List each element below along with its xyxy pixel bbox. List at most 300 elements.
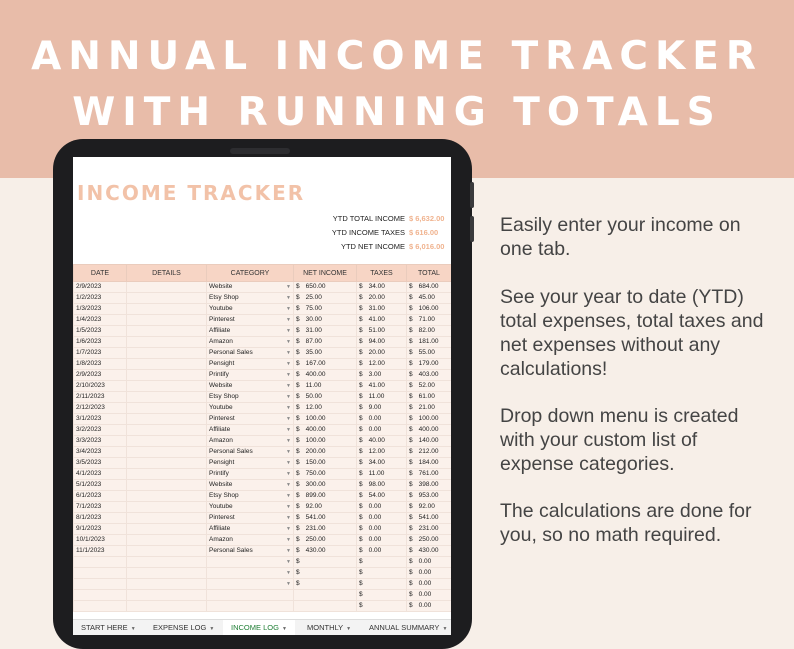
table-row [74,392,452,403]
cell-net-income[interactable] [294,359,357,370]
cell-date[interactable]: 3/4/2023 [74,447,127,458]
table-row [74,447,452,458]
cell-taxes[interactable] [357,590,407,601]
camera-bar [230,148,290,154]
cell-taxes-value: 41.00 [368,316,385,323]
cell-taxes[interactable] [357,535,407,546]
cell-date[interactable]: 1/2/2023 [74,293,127,304]
table-row [74,568,452,579]
cell-date[interactable]: 1/6/2023 [74,337,127,348]
cell-details[interactable] [127,414,207,425]
cell-taxes-value [363,569,369,576]
currency-symbol: $ [409,437,413,444]
cell-category[interactable] [207,557,294,568]
cell-taxes-value [363,602,369,609]
cell-taxes[interactable] [357,293,407,304]
cell-category[interactable] [207,315,294,326]
cell-details[interactable] [127,282,207,293]
cell-net-income[interactable] [294,425,357,436]
cell-net-income-value: 200.00 [305,448,326,455]
cell-details[interactable] [127,568,207,579]
cell-net-income[interactable] [294,414,357,425]
cell-net-income[interactable] [294,315,357,326]
cell-details[interactable] [127,304,207,315]
cell-taxes[interactable] [357,469,407,480]
cell-total [407,348,452,359]
cell-details[interactable] [127,535,207,546]
cell-net-income[interactable] [294,392,357,403]
cell-category[interactable] [207,403,294,414]
cell-taxes[interactable] [357,337,407,348]
cell-details[interactable] [127,337,207,348]
column-header-details[interactable]: DETAILS [127,265,207,282]
cell-taxes[interactable] [357,425,407,436]
cell-details[interactable] [127,524,207,535]
cell-taxes[interactable] [357,348,407,359]
cell-taxes[interactable] [357,359,407,370]
tablet-side-button [470,182,474,208]
cell-total [407,304,452,315]
cell-details[interactable] [127,447,207,458]
cell-details[interactable] [127,513,207,524]
dropdown-arrow-icon[interactable]: ▼ [286,548,291,554]
cell-category-text: Printify [209,470,229,477]
cell-category[interactable] [207,491,294,502]
cell-net-income[interactable] [294,403,357,414]
dropdown-arrow-icon[interactable]: ▼ [286,570,291,576]
currency-symbol: $ [296,404,300,411]
cell-category[interactable] [207,293,294,304]
cell-category[interactable] [207,469,294,480]
dropdown-arrow-icon[interactable]: ▼ [286,449,291,455]
cell-net-income[interactable] [294,546,357,557]
dropdown-arrow-icon[interactable]: ▼ [286,394,291,400]
cell-taxes[interactable] [357,326,407,337]
cell-category[interactable] [207,579,294,590]
cell-total [407,601,452,612]
cell-date[interactable]: 9/1/2023 [74,524,127,535]
currency-symbol: $ [359,448,363,455]
cell-taxes[interactable] [357,370,407,381]
cell-total-value: 212.00 [418,448,439,455]
dropdown-arrow-icon[interactable]: ▼ [286,438,291,444]
cell-date[interactable]: 10/1/2023 [74,535,127,546]
cell-category[interactable] [207,480,294,491]
tab-label: START HERE [81,623,128,632]
currency-symbol: $ [296,283,300,290]
cell-taxes-value [363,580,369,587]
cell-net-income[interactable] [294,381,357,392]
cell-net-income[interactable] [294,601,357,612]
cell-taxes[interactable] [357,315,407,326]
cell-taxes[interactable] [357,436,407,447]
currency-symbol: $ [359,327,363,334]
cell-total-value: 953.00 [418,492,439,499]
cell-date[interactable]: 2/9/2023 [74,370,127,381]
cell-net-income-value: 250.00 [305,536,326,543]
table-row [74,513,452,524]
cell-details[interactable] [127,590,207,601]
cell-taxes-value: 0.00 [368,415,382,422]
cell-net-income-value: 75.00 [305,305,322,312]
cell-category[interactable] [207,513,294,524]
cell-date[interactable]: 3/1/2023 [74,414,127,425]
dropdown-arrow-icon[interactable]: ▼ [286,328,291,334]
cell-date[interactable]: 11/1/2023 [74,546,127,557]
cell-category[interactable] [207,392,294,403]
cell-category[interactable] [207,359,294,370]
chevron-down-icon: ▼ [346,626,352,632]
table-row [74,304,452,315]
cell-category[interactable] [207,546,294,557]
cell-date[interactable] [74,601,127,612]
cell-total [407,425,452,436]
cell-net-income[interactable] [294,579,357,590]
cell-total-value: 140.00 [418,437,439,444]
cell-date[interactable] [74,557,127,568]
cell-net-income-value: 400.00 [305,371,326,378]
cell-details[interactable] [127,293,207,304]
cell-category[interactable] [207,304,294,315]
cell-net-income[interactable] [294,436,357,447]
cell-net-income-value: 650.00 [305,283,326,290]
cell-date[interactable]: 2/9/2023 [74,282,127,293]
tab-monthly[interactable] [307,620,351,635]
cell-taxes[interactable] [357,513,407,524]
cell-net-income[interactable] [294,447,357,458]
currency-symbol: $ [409,602,413,609]
cell-net-income-value: 87.00 [305,338,322,345]
cell-details[interactable] [127,557,207,568]
cell-taxes-value: 20.00 [368,294,385,301]
tab-expense-log[interactable] [153,620,214,635]
dropdown-arrow-icon[interactable]: ▼ [286,581,291,587]
currency-symbol: $ [359,393,363,400]
currency-symbol: $ [409,525,413,532]
cell-category-text: Website [209,481,233,488]
cell-category[interactable] [207,601,294,612]
currency-symbol: $ [359,503,363,510]
cell-category-text: Amazon [209,437,233,444]
cell-taxes[interactable] [357,480,407,491]
cell-date[interactable]: 1/8/2023 [74,359,127,370]
cell-date[interactable]: 1/3/2023 [74,304,127,315]
cell-category-text: Amazon [209,338,233,345]
cell-net-income[interactable] [294,590,357,601]
dropdown-arrow-icon[interactable]: ▼ [286,515,291,521]
cell-net-income-value: 12.00 [305,404,322,411]
cell-taxes-value: 0.00 [368,547,382,554]
cell-total [407,381,452,392]
column-header-category[interactable]: CATEGORY [207,265,294,282]
cell-total-value: 231.00 [418,525,439,532]
cell-total [407,502,452,513]
cell-details[interactable] [127,425,207,436]
tab-label: INCOME LOG [231,623,279,632]
cell-details[interactable] [127,502,207,513]
cell-category-text: Website [209,382,233,389]
cell-category[interactable] [207,524,294,535]
cell-taxes-value: 9.00 [368,404,382,411]
cell-taxes[interactable] [357,502,407,513]
cell-details[interactable] [127,315,207,326]
cell-net-income-value: 92.00 [305,503,322,510]
table-row [74,293,452,304]
dropdown-arrow-icon[interactable]: ▼ [286,460,291,466]
cell-details[interactable] [127,579,207,590]
cell-details[interactable] [127,381,207,392]
cell-net-income[interactable] [294,491,357,502]
table-row [74,546,452,557]
cell-taxes[interactable] [357,414,407,425]
cell-total-value: 45.00 [418,294,435,301]
cell-taxes[interactable] [357,579,407,590]
cell-date[interactable]: 1/7/2023 [74,348,127,359]
cell-net-income[interactable] [294,370,357,381]
cell-category[interactable] [207,590,294,601]
cell-net-income[interactable] [294,304,357,315]
cell-details[interactable] [127,436,207,447]
currency-symbol: $ [409,305,413,312]
dropdown-arrow-icon[interactable]: ▼ [286,405,291,411]
table-row [74,535,452,546]
cell-date[interactable]: 3/3/2023 [74,436,127,447]
cell-details[interactable] [127,359,207,370]
cell-total-value: 0.00 [418,591,432,598]
cell-net-income[interactable] [294,524,357,535]
cell-total [407,568,452,579]
cell-total [407,392,452,403]
table-row [74,370,452,381]
cell-date[interactable]: 8/1/2023 [74,513,127,524]
description-paragraph: The calculations are done for you, so no math required. [500,500,752,546]
dropdown-arrow-icon[interactable]: ▼ [286,317,291,323]
dropdown-arrow-icon[interactable]: ▼ [286,339,291,345]
cell-taxes[interactable] [357,458,407,469]
cell-category-text: Youtube [209,305,233,312]
cell-net-income[interactable] [294,557,357,568]
column-header-taxes[interactable]: TAXES [357,265,407,282]
cell-category[interactable] [207,502,294,513]
cell-taxes[interactable] [357,447,407,458]
cell-date[interactable]: 2/12/2023 [74,403,127,414]
cell-category-text: Affiliate [209,525,231,532]
cell-date[interactable]: 2/11/2023 [74,392,127,403]
cell-total-value: 398.00 [418,481,439,488]
tab-label: EXPENSE LOG [153,623,207,632]
currency-symbol: $ [296,327,300,334]
table-row [74,425,452,436]
cell-taxes[interactable] [357,381,407,392]
cell-taxes[interactable] [357,392,407,403]
tab-start-here[interactable] [81,620,136,635]
cell-date[interactable]: 4/1/2023 [74,469,127,480]
table-row [74,381,452,392]
cell-total-value: 541.00 [418,514,439,521]
dropdown-arrow-icon[interactable]: ▼ [286,372,291,378]
cell-category[interactable] [207,414,294,425]
cell-total [407,447,452,458]
cell-taxes[interactable] [357,568,407,579]
cell-date[interactable] [74,568,127,579]
currency-symbol: $ [409,514,413,521]
cell-category-text: Affiliate [209,426,231,433]
dropdown-arrow-icon[interactable]: ▼ [286,295,291,301]
dropdown-arrow-icon[interactable]: ▼ [286,427,291,433]
cell-taxes[interactable] [357,304,407,315]
dropdown-arrow-icon[interactable]: ▼ [286,493,291,499]
currency-symbol: $ [359,404,363,411]
dropdown-arrow-icon[interactable]: ▼ [286,526,291,532]
cell-taxes[interactable] [357,282,407,293]
cell-category-text: Pinterest [209,316,235,323]
currency-symbol: $ [359,316,363,323]
cell-category[interactable] [207,282,294,293]
banner-title-line2: WITH RUNNING TOTALS [72,90,722,135]
cell-net-income[interactable] [294,282,357,293]
cell-net-income-value: 300.00 [305,481,326,488]
column-header-total[interactable]: TOTAL [407,265,452,282]
cell-taxes[interactable] [357,601,407,612]
cell-taxes-value: 54.00 [368,492,385,499]
cell-taxes[interactable] [357,491,407,502]
dropdown-arrow-icon[interactable]: ▼ [286,471,291,477]
cell-category[interactable] [207,370,294,381]
dropdown-arrow-icon[interactable]: ▼ [286,482,291,488]
cell-details[interactable] [127,392,207,403]
cell-details[interactable] [127,491,207,502]
dropdown-arrow-icon[interactable]: ▼ [286,284,291,290]
cell-category[interactable] [207,568,294,579]
cell-net-income-value: 400.00 [305,426,326,433]
cell-net-income[interactable] [294,326,357,337]
cell-details[interactable] [127,469,207,480]
tab-income-log[interactable] [223,620,295,635]
cell-details[interactable] [127,480,207,491]
dropdown-arrow-icon[interactable]: ▼ [286,361,291,367]
cell-net-income-value [296,602,302,609]
cell-taxes[interactable] [357,403,407,414]
cell-total-value: 400.00 [418,426,439,433]
dropdown-arrow-icon[interactable]: ▼ [286,383,291,389]
cell-taxes-value: 0.00 [368,503,382,510]
cell-net-income[interactable] [294,513,357,524]
cell-details[interactable] [127,601,207,612]
currency-symbol: $ [409,294,413,301]
currency-symbol: $ [359,591,363,598]
currency-symbol: $ [409,360,413,367]
currency-symbol: $ [409,492,413,499]
cell-details[interactable] [127,403,207,414]
column-header-net-income[interactable]: NET INCOME [294,265,357,282]
cell-date[interactable]: 5/1/2023 [74,480,127,491]
cell-details[interactable] [127,348,207,359]
cell-date[interactable]: 1/4/2023 [74,315,127,326]
cell-total [407,469,452,480]
cell-net-income-value [300,569,306,576]
cell-details[interactable] [127,546,207,557]
cell-details[interactable] [127,370,207,381]
cell-date[interactable]: 6/1/2023 [74,491,127,502]
cell-category-text: Personal Sales [209,547,253,554]
cell-net-income[interactable] [294,568,357,579]
cell-date[interactable]: 3/2/2023 [74,425,127,436]
cell-category[interactable] [207,425,294,436]
cell-details[interactable] [127,326,207,337]
cell-category[interactable] [207,381,294,392]
currency-symbol: $ [359,360,363,367]
cell-details[interactable] [127,458,207,469]
cell-date[interactable]: 1/5/2023 [74,326,127,337]
table-row [74,601,452,612]
cell-date[interactable]: 2/10/2023 [74,381,127,392]
cell-total-value: 0.00 [418,558,432,565]
currency-symbol: $ [359,569,363,576]
cell-total-value: 403.00 [418,371,439,378]
cell-taxes-value: 3.00 [368,371,382,378]
column-header-date[interactable]: DATE [74,265,127,282]
cell-net-income[interactable] [294,458,357,469]
cell-net-income[interactable] [294,469,357,480]
dropdown-arrow-icon[interactable]: ▼ [286,350,291,356]
table-row [74,436,452,447]
cell-net-income[interactable] [294,480,357,491]
dropdown-arrow-icon[interactable]: ▼ [286,416,291,422]
cell-category[interactable] [207,337,294,348]
cell-date[interactable]: 3/5/2023 [74,458,127,469]
table-row [74,524,452,535]
cell-total [407,535,452,546]
cell-category[interactable] [207,458,294,469]
cell-taxes-value: 0.00 [368,536,382,543]
cell-total-value: 82.00 [418,327,435,334]
cell-taxes[interactable] [357,557,407,568]
currency-symbol: $ [296,316,300,323]
cell-total [407,359,452,370]
cell-taxes[interactable] [357,546,407,557]
currency-symbol: $ [296,426,300,433]
cell-taxes[interactable] [357,524,407,535]
cell-net-income[interactable] [294,502,357,513]
cell-category-text: Pinterest [209,415,235,422]
tab-annual-summary[interactable] [369,620,447,635]
cell-taxes-value: 98.00 [368,481,385,488]
cell-category[interactable] [207,436,294,447]
cell-taxes-value: 41.00 [368,382,385,389]
currency-symbol: $ [409,426,413,433]
cell-net-income[interactable] [294,348,357,359]
dropdown-arrow-icon[interactable]: ▼ [286,559,291,565]
cell-date[interactable]: 7/1/2023 [74,502,127,513]
cell-date[interactable] [74,579,127,590]
tab-label: MONTHLY [307,623,344,632]
chevron-down-icon: ▼ [209,626,215,632]
dropdown-arrow-icon[interactable]: ▼ [286,306,291,312]
cell-category[interactable] [207,348,294,359]
dropdown-arrow-icon[interactable]: ▼ [286,504,291,510]
dropdown-arrow-icon[interactable]: ▼ [286,537,291,543]
cell-total [407,557,452,568]
cell-taxes-value: 0.00 [368,514,382,521]
cell-net-income[interactable] [294,337,357,348]
cell-category[interactable] [207,447,294,458]
cell-category[interactable] [207,535,294,546]
cell-net-income[interactable] [294,535,357,546]
cell-total-value: 250.00 [418,536,439,543]
cell-date[interactable] [74,590,127,601]
cell-category[interactable] [207,326,294,337]
cell-net-income[interactable] [294,293,357,304]
